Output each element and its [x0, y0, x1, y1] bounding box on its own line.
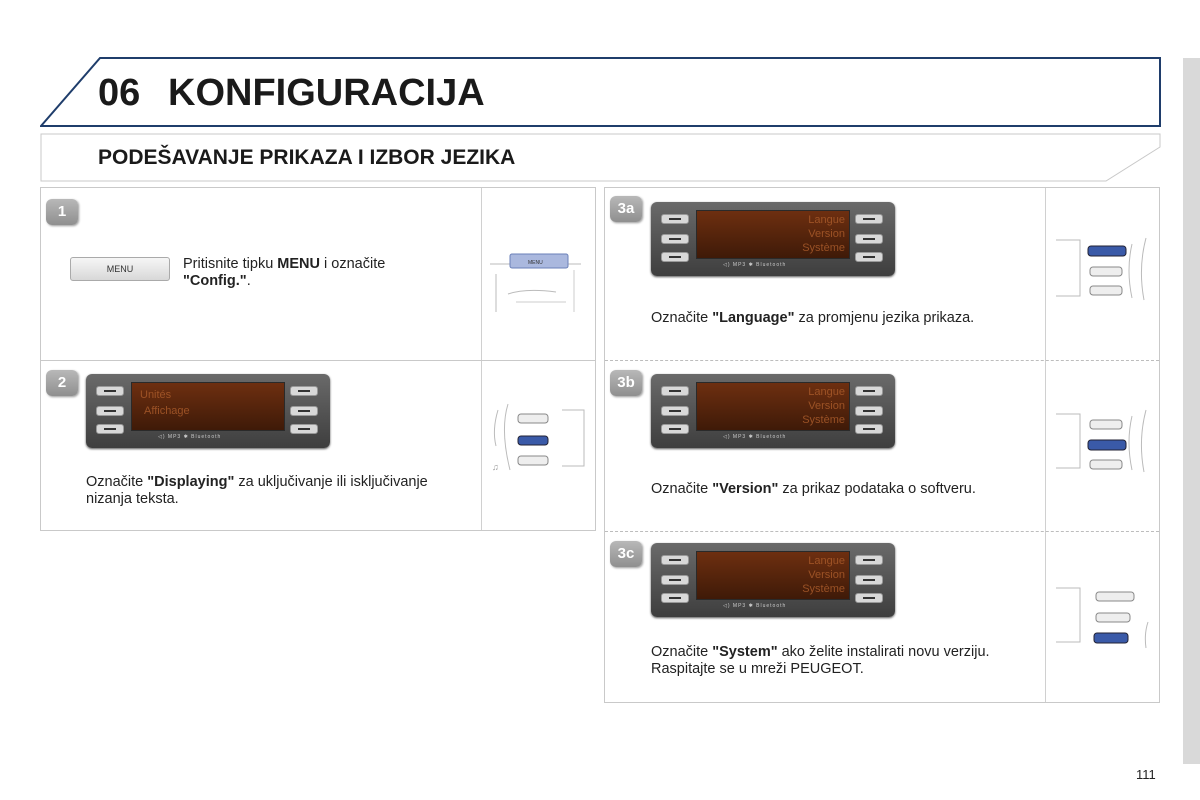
screen-line-2: Version	[808, 569, 845, 581]
dashboard-menu-thumbnail	[486, 244, 586, 314]
radio-display-3c	[651, 543, 895, 617]
page-edge-bar	[1183, 58, 1200, 764]
radio-button	[661, 214, 689, 224]
radio-button	[661, 406, 689, 416]
radio-button	[661, 555, 689, 565]
radio-display-3a	[651, 202, 895, 276]
step-badge-3a: 3a	[610, 196, 642, 222]
screen-line-1: Langue	[808, 386, 845, 398]
button-column-thumbnail-3c	[1052, 582, 1152, 656]
radio-button	[96, 386, 124, 396]
radio-button	[855, 424, 883, 434]
step-3a-text-post: za promjenu jezika prikaza.	[794, 310, 975, 326]
radio-button	[855, 593, 883, 603]
step-3b-text-pre: Označite	[651, 481, 713, 497]
screen-line-1: Langue	[808, 555, 845, 567]
step-1-text-pre: Pritisnite tipku	[183, 256, 278, 272]
radio-button	[290, 424, 318, 434]
menu-key-icon: MENU	[70, 257, 170, 281]
step-1-text	[183, 256, 473, 290]
button-column-thumbnail-2	[488, 400, 588, 476]
screen-line-3: Système	[802, 583, 845, 595]
radio-button	[290, 406, 318, 416]
panel-separator	[41, 360, 595, 361]
step-3c-text-line2: Raspitajte se u mreži PEUGEOT.	[651, 661, 864, 677]
radio-button	[661, 424, 689, 434]
step-3a-text-option: "Language"	[712, 310, 795, 326]
svg-text:♫: ♫	[492, 462, 499, 472]
step-2-text-post: za uključivanje ili isključivanje	[234, 474, 428, 490]
radio-button	[855, 555, 883, 565]
step-2-text-line2: nizanja teksta.	[86, 491, 179, 507]
radio-display-2	[86, 374, 330, 448]
step-1-text-option: "Config."	[183, 273, 247, 289]
radio-screen	[696, 382, 850, 431]
radio-button	[96, 424, 124, 434]
panel-separator-dashed	[605, 531, 1159, 532]
screen-line-2: Version	[808, 228, 845, 240]
radio-button	[855, 234, 883, 244]
screen-line-3: Système	[802, 242, 845, 254]
screen-line-1: Unités	[140, 389, 172, 401]
chapter-title: KONFIGURACIJA	[168, 72, 485, 114]
radio-button	[855, 575, 883, 585]
step-3c-text	[651, 644, 1051, 678]
screen-line-1: Langue	[808, 214, 845, 226]
radio-bottom-label: ◁) MP3 ✱ Bluetooth	[723, 603, 787, 609]
radio-button	[290, 386, 318, 396]
step-3b-text-option: "Version"	[712, 481, 779, 497]
step-3b-text-post: za prikaz podataka o softveru.	[778, 481, 976, 497]
step-2-text-pre: Označite	[86, 474, 148, 490]
radio-display-3b	[651, 374, 895, 448]
step-2-text	[86, 474, 476, 508]
step-3c-text-pre: Označite	[651, 644, 713, 660]
panel-divider	[1045, 188, 1046, 702]
section-title: PODEŠAVANJE PRIKAZA I IZBOR JEZIKA	[98, 146, 516, 169]
radio-screen	[696, 551, 850, 600]
radio-button	[855, 406, 883, 416]
screen-line-2: Affichage	[144, 405, 190, 417]
chapter-number: 06	[98, 72, 141, 114]
step-3c-text-post: ako želite instalirati novu verziju.	[777, 644, 990, 660]
radio-button	[855, 252, 883, 262]
radio-button	[855, 386, 883, 396]
radio-button	[661, 593, 689, 603]
page-number: 111	[1136, 767, 1156, 782]
step-badge-1: 1	[46, 199, 78, 225]
step-1-text-key: MENU	[277, 256, 320, 272]
radio-button	[96, 406, 124, 416]
radio-bottom-label: ◁) MP3 ✱ Bluetooth	[723, 434, 787, 440]
step-3a-text	[651, 310, 1041, 327]
button-column-thumbnail-3a	[1052, 234, 1152, 308]
radio-button	[661, 234, 689, 244]
step-3a-text-pre: Označite	[651, 310, 713, 326]
panel-divider	[481, 188, 482, 530]
step-1-text-mid: i označite	[320, 256, 386, 272]
button-column-thumbnail-3b	[1052, 406, 1152, 480]
svg-text:MENU: MENU	[528, 260, 543, 266]
step-3b-text	[651, 481, 1041, 498]
radio-button	[661, 386, 689, 396]
radio-screen	[696, 210, 850, 259]
step-badge-3b: 3b	[610, 370, 642, 396]
panel-separator-dashed	[605, 360, 1159, 361]
radio-button	[855, 214, 883, 224]
screen-line-2: Version	[808, 400, 845, 412]
radio-bottom-label: ◁) MP3 ✱ Bluetooth	[158, 434, 222, 440]
radio-screen	[131, 382, 285, 431]
screen-line-3: Système	[802, 414, 845, 426]
radio-button	[661, 252, 689, 262]
step-3c-text-option: "System"	[712, 644, 778, 660]
step-2-text-option: "Displaying"	[147, 474, 235, 490]
step-1-text-post: .	[246, 273, 251, 289]
radio-button	[661, 575, 689, 585]
radio-bottom-label: ◁) MP3 ✱ Bluetooth	[723, 262, 787, 268]
step-badge-2: 2	[46, 370, 78, 396]
step-badge-3c: 3c	[610, 541, 642, 567]
